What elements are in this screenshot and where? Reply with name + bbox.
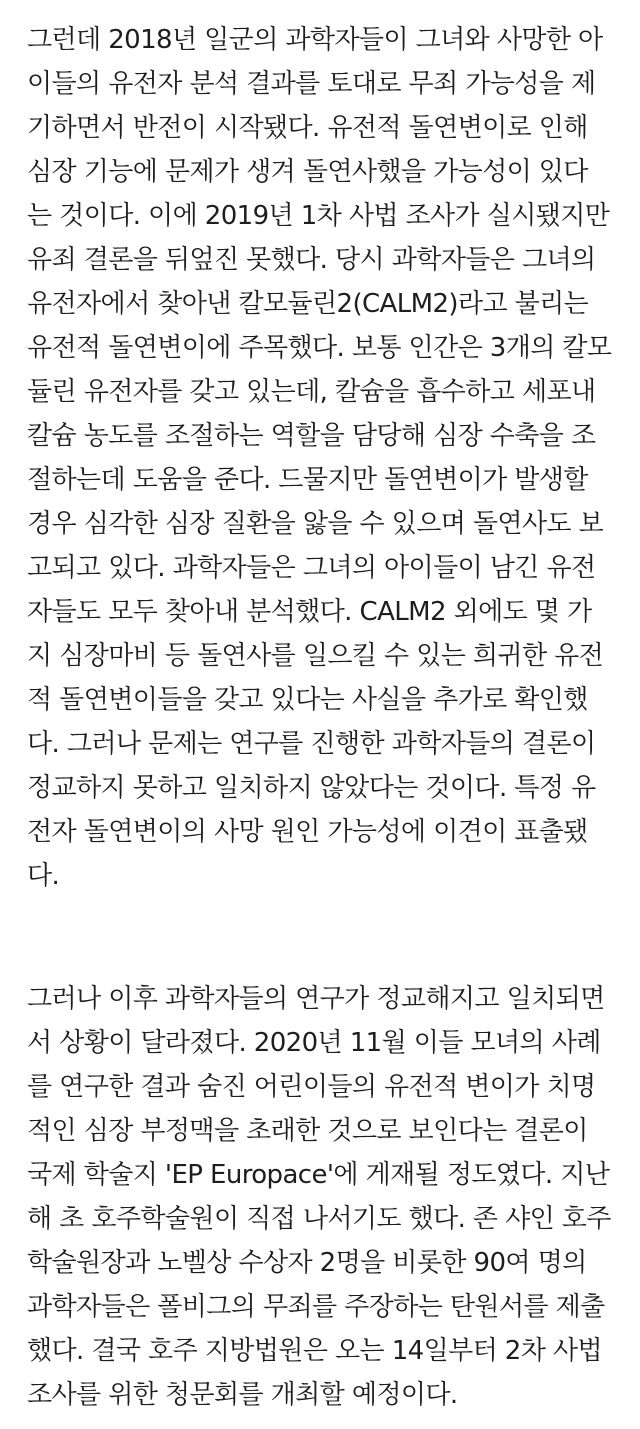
- text-line: 를 연구한 결과 숨진 어린이들의 유전적 변이가 치명: [27, 1072, 596, 1102]
- text-line: 다.: [27, 861, 60, 891]
- text-line: 심장 기능에 문제가 생겨 돌연사했을 가능성이 있다: [27, 157, 588, 187]
- text-line: 고되고 있다. 과학자들은 그녀의 아이들이 남긴 유전: [27, 553, 596, 583]
- text-line: 이들의 유전자 분석 결과를 토대로 무죄 가능성을 제: [27, 69, 596, 99]
- text-line: 칼슘 농도를 조절하는 역할을 담당해 심장 수축을 조: [27, 421, 596, 451]
- text-line: 자들도 모두 찾아내 분석했다. CALM2 외에도 몇 가: [27, 597, 592, 627]
- text-line: 국제 학술지 'EP Europace'에 게재될 정도였다. 지난: [27, 1160, 610, 1190]
- text-line: 그런데 2018년 일군의 과학자들이 그녀와 사망한 아: [27, 25, 603, 55]
- text-line: 전자 돌연변이의 사망 원인 가능성에 이견이 표출됐: [27, 817, 588, 847]
- text-line: 절하는데 도움을 준다. 드물지만 돌연변이가 발생할: [27, 465, 588, 495]
- text-line: 지 심장마비 등 돌연사를 일으킬 수 있는 희귀한 유전: [27, 641, 604, 671]
- text-line: 적인 심장 부정맥을 초래한 것으로 보인다는 결론이: [27, 1116, 588, 1146]
- text-line: 듈린 유전자를 갖고 있는데, 칼슘을 흡수하고 세포내: [27, 377, 596, 407]
- text-line: 정교하지 못하고 일치하지 않았다는 것이다. 특정 유: [27, 773, 596, 803]
- text-line: 과학자들은 폴비그의 무죄를 주장하는 탄원서를 제출: [27, 1292, 605, 1322]
- text-line: 는 것이다. 이에 2019년 1차 사법 조사가 실시됐지만: [27, 201, 610, 231]
- text-line: 조사를 위한 청문회를 개최할 예정이다.: [27, 1380, 458, 1410]
- text-line: 유죄 결론을 뒤엎진 못했다. 당시 과학자들은 그녀의: [27, 245, 596, 275]
- text-line: 했다. 결국 호주 지방법원은 오는 14일부터 2차 사법: [27, 1336, 602, 1366]
- text-line: 유전자에서 찾아낸 칼모듈린2(CALM2)라고 불리는: [27, 289, 589, 319]
- text-line: 유전적 돌연변이에 주목했다. 보통 인간은 3개의 칼모: [27, 333, 612, 363]
- text-line: 그러나 이후 과학자들의 연구가 정교해지고 일치되면: [27, 984, 605, 1014]
- text-line: 해 초 호주학술원이 직접 나서기도 했다. 존 샤인 호주: [27, 1204, 611, 1234]
- text-line: 기하면서 반전이 시작됐다. 유전적 돌연변이로 인해: [27, 113, 588, 143]
- text-line: 학술원장과 노벨상 수상자 2명을 비롯한 90여 명의: [27, 1248, 587, 1278]
- text-line: 다. 그러나 문제는 연구를 진행한 과학자들의 결론이: [27, 729, 596, 759]
- text-line: 서 상황이 달라졌다. 2020년 11월 이들 모녀의 사례: [27, 1028, 601, 1058]
- text-line: 적 돌연변이들을 갖고 있다는 사실을 추가로 확인했: [27, 685, 588, 715]
- text-line: 경우 심각한 심장 질환을 앓을 수 있으며 돌연사도 보: [27, 509, 604, 539]
